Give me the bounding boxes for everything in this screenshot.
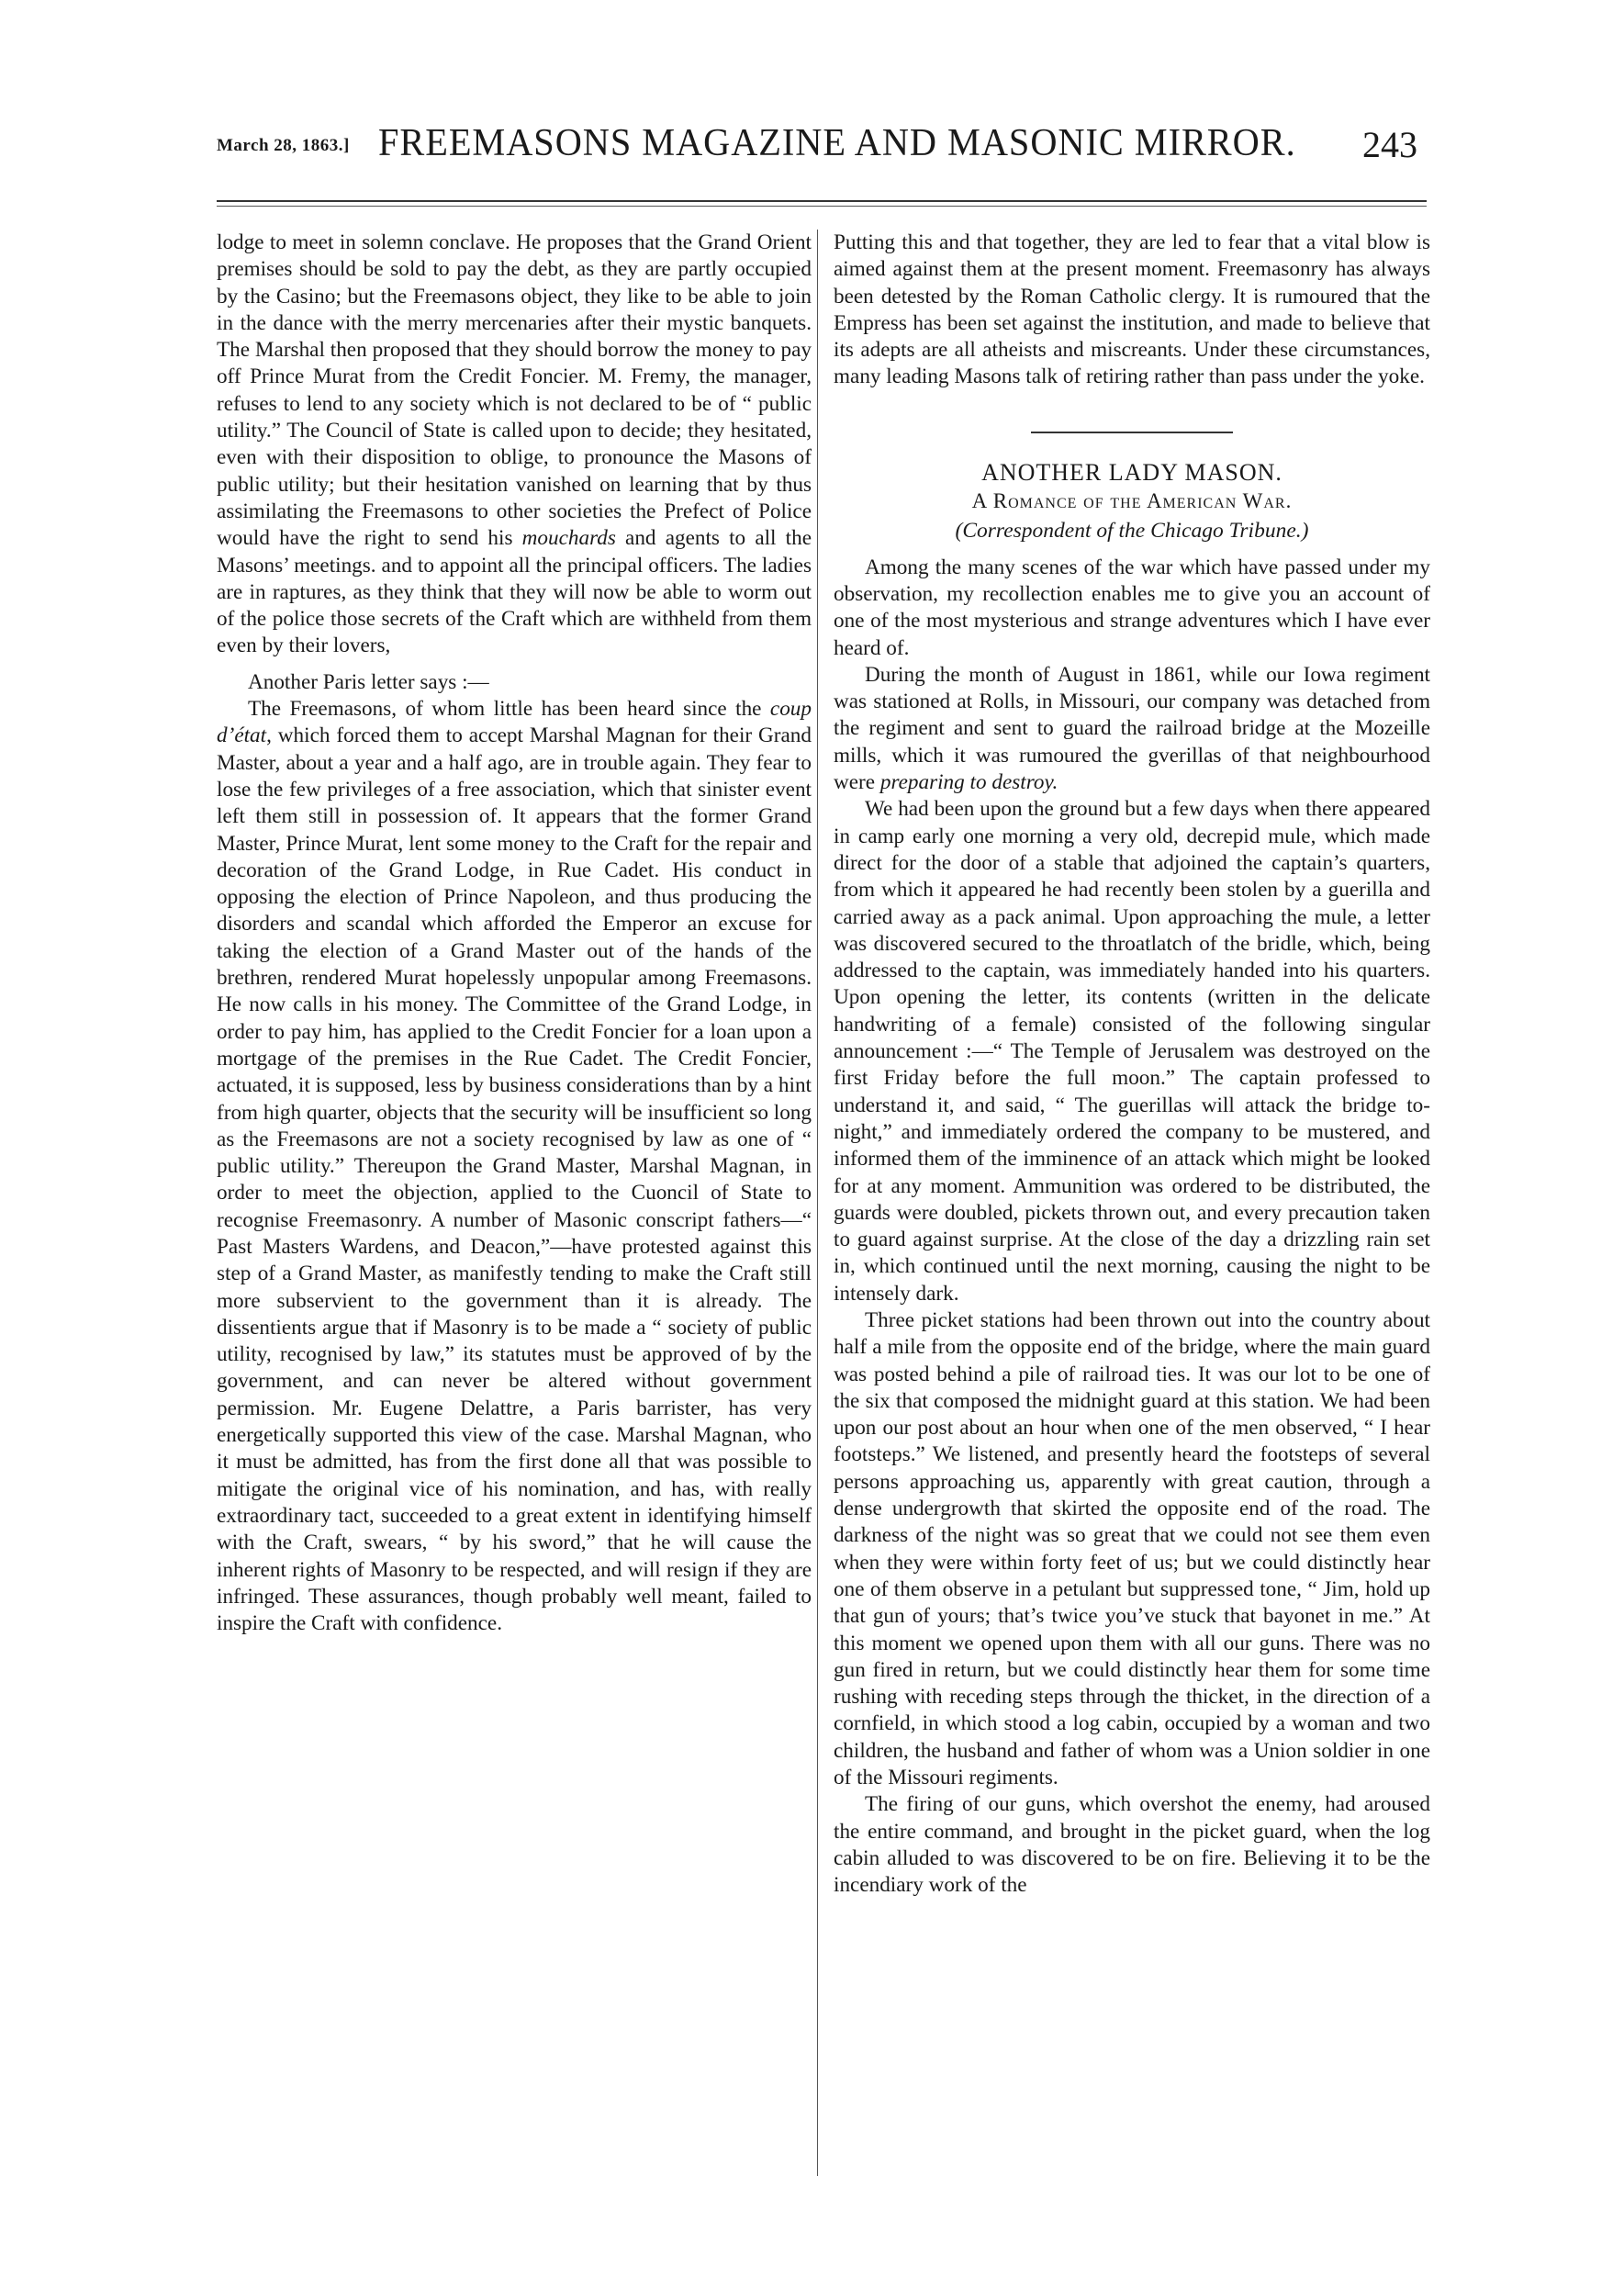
paragraph: Three picket stations had been thrown out into the country about half a mile from the opposite end of the bridge, where the main guard was posted behind a pile of railroad ties. It was our lot to be one of the six that composed the midnight guard at this station. We had been upon our post about an hour when one of the men observed, “ I hear footsteps.” We listened, and presently heard the footsteps of several persons approaching us, apparently with great caution, through a dense undergrowth that skirted the opposite end of the road. The darkness of the night was so great that we could not see them even when they were within forty feet of us; but we could distinctly hear one of them observe in a petulant but suppressed tone, “ Jim, hold up that gun of yours; that’s twice you’ve stuck that bayonet in me.” At this moment we opened upon them with all our guns. There was no gun fired in return, but we could distinctly hear them for some time rushing with receding steps through the thicket, in the direction of a cornfield, in which stood a log cabin, occupied by a woman and two children, the husband and father of whom was a Union soldier in one of the Missouri regiments.: [834, 1307, 1430, 1790]
left-column: [217, 230, 812, 2231]
issue-date: March 28, 1863.]: [217, 136, 350, 155]
column-divider: [817, 230, 818, 2176]
paragraph: The Freemasons, of whom little has been heard since the coup d’état, which forced them to accept Marshal Magnan for their Grand Master, about a year and a half ago, are in trouble again. They fear to lose the few privileges of a free association, which that sinister event left them still in possession of. It appears that the former Grand Master, Prince Murat, lent some money to the Craft for the repair and decoration of the Grand Lodge, in Rue Cadet. His conduct in opposing the election of Prince Napoleon, and thus producing the disorders and scandal which afforded the Emperor an excuse for taking the election of a Grand Master out of the hands of the brethren, rendered Murat hopelessly unpopular among Freemasons. He now calls in his money. The Committee of the Grand Lodge, in order to pay him, has applied to the Credit Foncier for a loan upon a mortgage of the premises in the Rue Cadet. The Credit Foncier, actuated, it is supposed, less by business considerations than by a hint from high quarter, objects that the security will be insufficient so long as the Freemasons are not a society recognised by law as one of “ public utility.” Thereupon the Grand Master, Marshal Magnan, in order to meet the objection, applied to the Cuoncil of State to recognise Freemasonry. A number of Masonic conscript fathers—“ Past Masters Wardens, and Deacon,”—have protested against this step of a Grand Master, as manifestly tending to make the Craft still more subservient to the government than it is already. The dissentients argue that if Masonry is to be made a “ society of public utility, recognised by law,” its statutes must be approved of by the government, and can never be altered without government permission. Mr. Eugene Delattre, a Paris barrister, has very energetically supported this view of the case. Marshal Magnan, who it must be admitted, has from the first done all that was possible to mitigate the original vice of his nomination, and has, with really extraordinary tact, succeeded to a great extent in identifying himself with the Craft, swears, “ by his sword,” that he will cause the inherent rights of Masonry to be respected, and will resign if they are infringed. These assurances, though probably well meant, failed to inspire the Craft with confidence.: [217, 697, 812, 1636]
paragraph: Among the many scenes of the war which have passed under my observation, my recollection enables me to give you an account of one of the most mysterious and strange adventures which I have ever heard of.: [834, 555, 1430, 660]
magazine-title: FREEMASONS MAGAZINE AND MASONIC MIRROR.: [378, 122, 1296, 164]
paragraph: Another Paris letter says :—: [248, 669, 489, 694]
page-header: [217, 119, 1427, 174]
paragraph: The firing of our guns, which overshot the enemy, had aroused the entire command, and brought in the picket guard, when the log cabin alluded to was discovered to be on fire. Believing it to be the incendiary work of the: [834, 1792, 1430, 1898]
article-title: ANOTHER LADY MASON.: [981, 458, 1282, 486]
page-number: 243: [1362, 124, 1417, 165]
paragraph: We had been upon the ground but a few days when there appeared in camp early one morning a very old, decrepid mule, which made direct for the door of a stable that adjoined the captain’s quarters, from which it appeared he had recently been stolen by a guerilla and carried away as a pack animal. Upon approaching the mule, a letter was discovered secured to the throatlatch of the bridle, which, being addressed to the captain, was immediately handed into his quarters. Upon opening the letter, its contents (written in the delicate handwriting of a female) consisted of the following singular announcement :—“ The Temple of Jerusalem was destroyed on the first Friday before the full moon.” The captain professed to understand it, and said, “ The guerillas will attack the bridge to-night,” and immediately ordered the company to be mustered, and informed them of the imminence of an attack which might be looked for at any moment. Ammunition was ordered to be distributed, the guards were doubled, pickets thrown out, and every precaution taken to guard against surprise. At the close of the day a drizzling rain set in, which continued until the next morning, causing the night to be intensely dark.: [834, 797, 1430, 1306]
paragraph: During the month of August in 1861, while our Iowa regiment was stationed at Rolls, in Missouri, our company was detached from the regiment and sent to guard the railroad bridge at the Mozeille mills, which it was rumoured the gverillas of that neighbourhood were preparing to destroy.: [834, 662, 1430, 795]
paragraph: lodge to meet in solemn conclave. He proposes that the Grand Orient premises should be sold to pay the debt, as they are partly occupied by the Casino; but the Freemasons object, they like to be able to join in the dance with the merry mercenaries after their mystic banquets. The Marshal then proposed that they should borrow the money to pay off Prince Murat from the Credit Foncier. M. Fremy, the manager, refuses to lend to any society which is not declared to be of “ public utility.” The Council of State is called upon to decide; they hesitated, even with their disposition to oblige, to pronounce the Masons of public utility; but their hesitation vanished on learning that by thus assimilating the Freemasons to other societies the Prefect of Police would have the right to send his mouchards and agents to all the Masons’ meetings. and to appoint all the principal officers. The ladies are in raptures, as they think that they will now be able to worm out of the police those secrets of the Craft which are withheld from them even by their lovers,: [217, 230, 812, 658]
header-rule-thick: [217, 200, 1427, 202]
article-separator: [1031, 432, 1233, 433]
article-subtitle: A Romance of the American War.: [971, 489, 1293, 513]
right-column: [834, 230, 1430, 2231]
article-correspondent: (Correspondent of the Chicago Tribune.): [955, 519, 1309, 544]
paragraph: Putting this and that together, they are led to fear that a vital blow is aimed against them at the present moment. Freemasonry has always been detested by the Roman Catholic clergy. It is rumoured that the Empress has been set against the institution, and made to believe that its adepts are all atheists and miscreants. Under these circumstances, many leading Masons talk of retiring rather than pass under the yoke.: [834, 230, 1430, 389]
header-rule-thin: [217, 206, 1427, 207]
